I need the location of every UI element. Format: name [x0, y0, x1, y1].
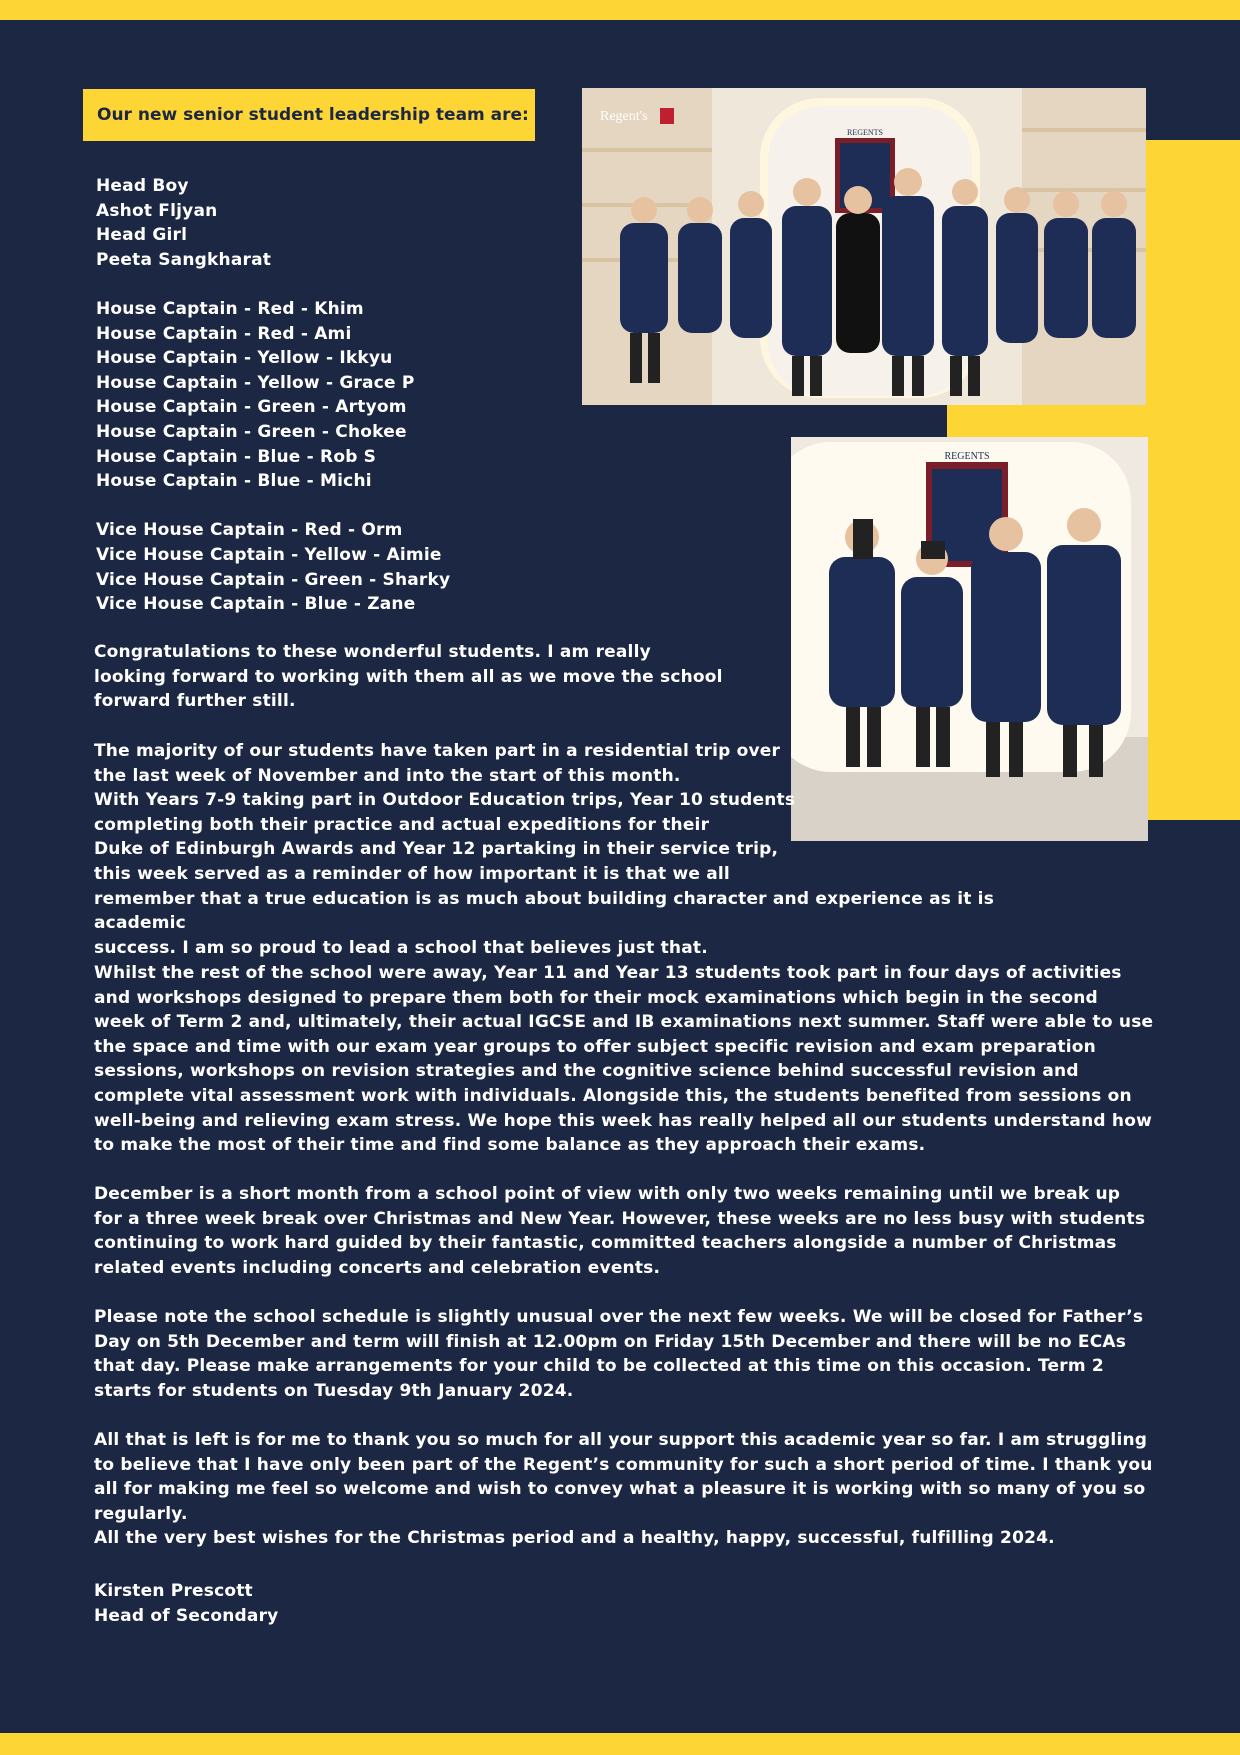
residential-trip-paragraph — [94, 739, 1084, 960]
vice-captain-line: Vice House Captain - Green - Sharky — [96, 569, 451, 590]
signature-name: Kirsten Prescott — [94, 1581, 253, 1601]
exam-preparation-paragraph: Whilst the rest of the school were away, Year 11 and Year 13 students took part in four days of activities and workshops designed to prepare them both for their mock examinations which begin in the second week of Term 2 and, ultimately, their actual IGCSE and IB examinations next summer. Staff were able to use the space and time with our exam year groups to offer subject specific revision and exam preparation sessions, workshops on revision strategies and the cognitive science behind successful revision and complete vital assessment work with individuals. Alongside this, the students benefited from sessions on well-being and relieving exam stress. We hope this week has really helped all our students understand how to make the most of their time and find some balance as they approach their exams. — [94, 963, 1154, 1156]
paragraph-line: remember that a true education is as much about building character and experience as it is academic — [94, 888, 995, 934]
vice-captain-line: Vice House Captain - Blue - Zane — [96, 594, 416, 615]
house-captain-line: House Captain - Red - Khim — [96, 298, 364, 319]
paragraph-line: success. I am so proud to lead a school that believes just that. — [94, 937, 708, 958]
roster-line: Peeta Sangkharat — [96, 249, 272, 270]
paragraph-line: With Years 7-9 taking part in Outdoor Education trips, Year 10 students — [94, 790, 796, 811]
house-captain-line: House Captain - Green - Chokee — [96, 421, 407, 442]
house-captain-line: House Captain - Blue - Michi — [96, 471, 372, 492]
photo1-crest-text: REGENTS — [847, 128, 883, 137]
leadership-heading — [83, 89, 535, 141]
paragraph-line: this week served as a reminder of how important it is that we all — [94, 863, 730, 884]
leadership-roster — [96, 174, 556, 617]
leadership-team-photo-graphic — [582, 88, 1146, 405]
signature-title: Head of Secondary — [94, 1605, 279, 1626]
best-wishes-paragraph: All the very best wishes for the Christmas period and a healthy, happy, successful, fulfilling 2024. — [94, 1528, 1055, 1548]
paragraph-line: completing both their practice and actual expeditions for their — [94, 814, 710, 835]
paragraph-line: Duke of Edinburgh Awards and Year 12 partaking in their service trip, — [94, 839, 779, 860]
schedule-paragraph: Please note the school schedule is slightly unusual over the next few weeks. We will be closed for Father’s Day on 5th December and term will finish at 12.00pm on Friday 15th December and there will be no ECAs that day. Please make arrangements for your child to be collected at this time on this occasion. Term 2 starts for students on Tuesday 9th January 2024. — [94, 1307, 1144, 1401]
leadership-heading-text: Our new senior student leadership team are: — [97, 105, 529, 125]
roster-line: Ashot Fljyan — [96, 200, 218, 221]
roster-line: Head Boy — [96, 176, 189, 196]
roster-gap — [96, 494, 556, 519]
paragraph-line: The majority of our students have taken part in a residential trip over — [94, 741, 781, 761]
house-captain-line: House Captain - Blue - Rob S — [96, 446, 377, 467]
roster-gap — [96, 272, 556, 297]
house-captain-line: House Captain - Yellow - Ikkyu — [96, 348, 393, 369]
vice-captain-line: Vice House Captain - Yellow - Aimie — [96, 544, 442, 565]
paragraph-line: the last week of November and into the start of this month. — [94, 765, 681, 786]
photo1-logo-text: Regent's — [600, 109, 648, 124]
congratulations-paragraph: Congratulations to these wonderful students. I am really looking forward to working with them all as we move the school forward further still. — [94, 642, 723, 712]
house-captain-line: House Captain - Red - Ami — [96, 323, 352, 344]
december-paragraph: December is a short month from a school point of view with only two weeks remaining until we break up for a three week break over Christmas and New Year. However, these weeks are no less busy with students continuing to work hard guided by their fantastic, committed teachers alongside a number of Christmas related events including concerts and celebration events. — [94, 1184, 1146, 1278]
house-captain-line: House Captain - Yellow - Grace P — [96, 372, 415, 393]
signature — [94, 1579, 278, 1628]
top-stripe — [0, 0, 1240, 20]
thanks-paragraph: All that is left is for me to thank you so much for all your support this academic year so far. I am struggling to believe that I have only been part of the Regent’s community for such a short period of time. I thank you all for making me feel so welcome and wish to convey what a pleasure it is working with so many of you so regularly. — [94, 1430, 1153, 1524]
bottom-stripe — [0, 1733, 1240, 1755]
leadership-team-photo — [582, 88, 1146, 405]
house-captain-line: House Captain - Green - Artyom — [96, 397, 407, 418]
photo2-crest-text: REGENTS — [944, 451, 990, 462]
vice-captain-line: Vice House Captain - Red - Orm — [96, 520, 403, 541]
roster-line: Head Girl — [96, 225, 188, 246]
